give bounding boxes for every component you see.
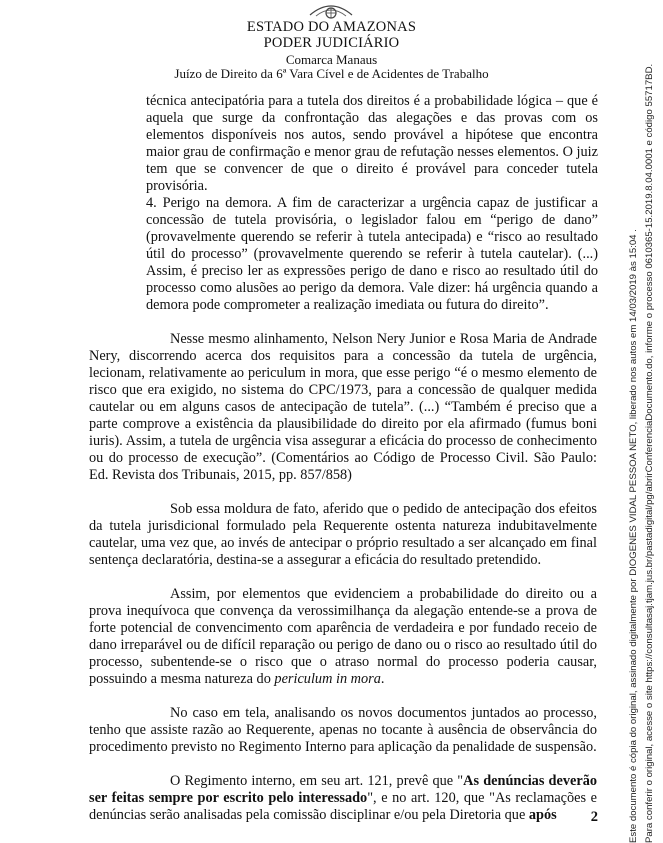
paragraph: Sob essa moldura de fato, aferido que o pedido de antecipação dos efeitos da tutela jurisdicional formulado pela Requerente ostenta natureza indubitavelmente cautelar, uma vez que, ao invés de antecipar o próprio resultado a ser alcançado em final sentença declaratória, destina-se a assegurar a eficácia do resultado pretendido. [89,501,597,568]
paragraph [0,773,597,824]
italic-term: periculum in mora [274,671,381,687]
quote-paragraph: 4. Perigo na demora. A fim de caracterizar a urgência capaz de justificar a concessão de tutela provisória, o legislador falou em “perigo de dano” (provavelmente querendo se referir à tutela antecipada) e “risco ao resultado útil do processo” (provavelmente querendo se referir à tutela cautelar). (...) Assim, é preciso ler as expressões perigo de dano e risco ao resultado útil do processo como alusões ao perigo da demora. Vale dizer: há urgência quando a demora pode comprometer a realização imediata ou futura do direito”. [146,195,598,313]
header-branch: PODER JUDICIÁRIO [263,35,400,51]
bold-quote: As denúncias deverão ser feitas sempre por escrito pelo interessado [89,773,597,806]
court-seal-icon [306,1,356,21]
header-court: Juízo de Direito da 6ª Vara Cível e de Acidentes de Trabalho [174,66,489,81]
paragraph-text: Assim, por elementos que evidenciem a probabilidade do direito ou a prova inequívoca que convença da verossimilhança da alegação entende-se a prova de forte potencial de convencimento com aparência de verdadeira e por fundado receio de dano irreparável ou de difícil reparação ou perigo de dano ou o risco ao resultado útil do processo, subentende-se o risco que o atraso normal do processo poderia causar, possuindo a mesma natureza do [89,586,597,687]
paragraph: Nesse mesmo alinhamento, Nelson Nery Junior e Rosa Maria de Andrade Nery, discorrendo acerca dos requisitos para a concessão da tutela de urgência, lecionam, relativamente ao periculum in mora, que esse perigo “é o mesmo elemento de risco que era exigido, no sistema do CPC/1973, para a concessão de qualquer medida cautelar ou em alguns casos de antecipação de tutela”. (...) “Também é preciso que a parte comprove a existência da plausibilidade do direito por ela afirmado (fumus boni iuris). Assim, a tutela de urgência visa assegurar a eficácia do processo de conhecimento ou do processo de execução”. (Comentários ao Código de Processo Civil. São Paulo: Ed. Revista dos Tribunais, 2015, pp. 857/858) [89,331,597,483]
header-state: ESTADO DO AMAZONAS [246,19,417,35]
page-number: 2 [590,809,598,825]
paragraph-text: ", e no art. 120, que "As reclamações e denúncias serão analisadas pela comissão disciplinar e/ou pela Diretoria que [89,790,598,823]
paragraph-text: O Regimento interno, em seu art. 121, prevê que " [170,773,464,789]
verification-line-1: Este documento é cópia do original, assinado digitalmente por DIOGENES VIDAL PESSOA NETO, liberado nos autos em 14/03/2019 às 15:04 . [628,229,639,843]
paragraph [0,586,597,688]
block-quote [146,93,598,314]
bold-word: após [528,807,557,823]
verification-note [626,2,662,843]
verification-line-2: Para conferir o original, acesse o site https://consultasaj.tjam.jus.br/pastadigital/pg/abrirConferenciaDocumento.do, informe o processo 0610365-15.2019.8.04.0001 e código 55717BD. [644,63,655,843]
quote-paragraph: técnica antecipatória para a tutela dos direitos é a probabilidade lógica – que é aquela que surge da confrontação das alegações e das provas com os elementos disponíveis nos autos, sendo provável a hipótese que encontra maior grau de confirmação e menor grau de refutação nesses elementos. O juiz tem que se convencer de que o direito é provável para conceder tutela provisória. [146,93,598,194]
paragraph-text: . [380,671,385,687]
paragraph: No caso em tela, analisando os novos documentos juntados ao processo, tenho que assiste razão ao Requerente, apenas no tocante à ausência de observância do procedimento previsto no Regimento Interno para aplicação da penalidade de suspensão. [89,705,597,755]
header-district: Comarca Manaus [285,52,378,67]
document-body [0,93,663,824]
